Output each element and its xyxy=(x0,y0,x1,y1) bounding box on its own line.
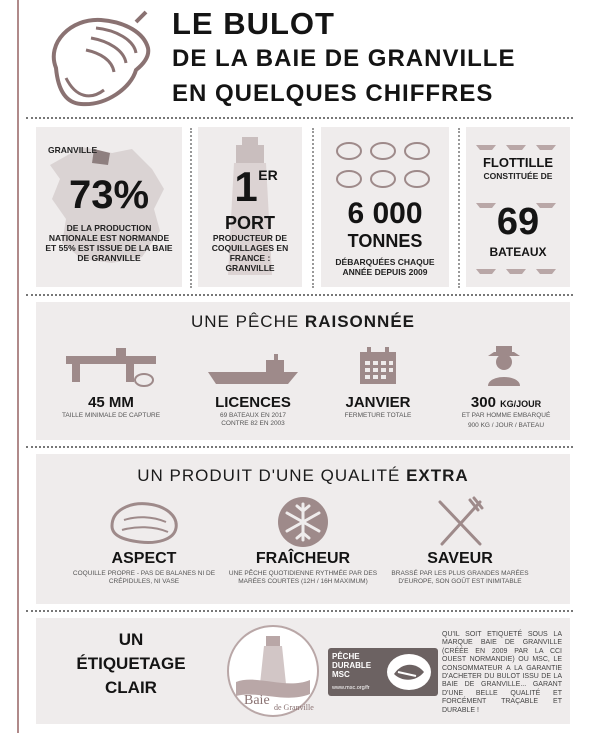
separator xyxy=(26,117,573,119)
etiquetage-line-1: UN xyxy=(118,630,144,649)
peche-caption-1: 69 BATEAUX EN 2017 CONTRE 82 EN 2003 xyxy=(220,412,286,427)
section-title-normal: UN PRODUIT D'UNE QUALITÉ xyxy=(137,466,401,485)
stat-caption: PRODUCTEUR DE COQUILLAGES EN FRANCE : GRANVILLE xyxy=(211,233,289,273)
baie-de-granville-logo xyxy=(226,624,320,718)
whelk-shell-icon xyxy=(36,8,158,112)
msc-line-3: MSC xyxy=(332,670,350,679)
shell-icon xyxy=(108,498,180,546)
peche-value-1: LICENCES xyxy=(215,394,291,411)
peche-caption-2: FERMETURE TOTALE xyxy=(344,412,412,419)
separator xyxy=(190,128,192,288)
separator xyxy=(458,128,460,288)
boat-icon xyxy=(208,354,298,386)
section-title-normal: UNE PÊCHE xyxy=(191,312,300,331)
caliper-icon xyxy=(66,344,156,388)
msc-line-2: DURABLE xyxy=(332,661,372,670)
section-title-bold: RAISONNÉE xyxy=(304,312,415,331)
fisherman-icon xyxy=(484,344,524,386)
stat-card-port xyxy=(198,127,302,287)
peche-value-3-unit: KG/JOUR xyxy=(500,399,542,409)
shells-grid-icon xyxy=(335,139,435,199)
etiquetage-line-2: ÉTIQUETAGE xyxy=(76,654,186,673)
msc-fish-icon xyxy=(386,652,432,692)
stat-value-1: 1 xyxy=(234,163,258,210)
peche-caption-0: TAILLE MINIMALE DE CAPTURE xyxy=(61,412,161,419)
stat-sup: ER xyxy=(258,167,278,183)
peche-caption-3b: 900 KG / JOUR / BATEAU xyxy=(467,422,545,429)
msc-label xyxy=(328,648,438,696)
stat-label2: CONSTITUÉE DE xyxy=(483,171,553,181)
qualite-value-1: FRAÎCHEUR xyxy=(255,550,351,567)
stat-label1: FLOTTILLE xyxy=(482,155,554,170)
stat-unit-bateaux: BATEAUX xyxy=(489,245,547,259)
msc-url: www.msc.org/fr xyxy=(332,685,370,691)
calendar-icon xyxy=(358,346,398,386)
qualite-value-2: SAVEUR xyxy=(427,550,493,567)
separator xyxy=(26,610,573,612)
stat-value-69: 69 xyxy=(496,201,540,243)
qualite-value-0: ASPECT xyxy=(111,550,177,567)
etiquetage-line-3: CLAIR xyxy=(105,678,157,697)
msc-line-1: PÊCHE xyxy=(332,652,360,661)
section-qualite xyxy=(36,454,570,604)
stat-card-flottille xyxy=(466,127,570,287)
left-border-line xyxy=(17,0,19,733)
etiquetage-text: QU'IL SOIT ETIQUETÉ SOUS LA MARQUE BAIE DE GRANVILLE (CRÉÉE EN 2009 PAR LA CCI OUEST NORMANDIE) OU MSC, LE CONSOMMATEUR A LA GARANTIE D'ACHETER DU BULOT ISSU DE LA BAIE DE GRANVILLE... GARANT D'UNE BELLE QUALITÉ ET FORCÉMENT TRAÇABLE ET DURABLE ! xyxy=(442,631,562,714)
stat-unit-tonnes: TONNES xyxy=(347,231,423,251)
title-line-2: DE LA BAIE DE GRANVILLE xyxy=(172,45,516,72)
separator xyxy=(26,446,573,448)
section-title xyxy=(36,466,570,486)
logo-text-baie: Baie xyxy=(244,693,270,708)
peche-value-0: 45 MM xyxy=(88,394,134,411)
stat-caption: DE LA PRODUCTION NATIONALE EST NORMANDE ET 55% EST ISSUE DE LA BAIE DE GRANVILLE xyxy=(45,223,173,263)
qualite-caption-2: BRASSÉ PAR LES PLUS GRANDES MARÉES D'EUROPE, SON GOÛT EST INIMITABLE xyxy=(391,570,529,585)
peche-value-3 xyxy=(456,394,556,411)
peche-value-2: JANVIER xyxy=(345,394,411,411)
separator xyxy=(312,128,314,288)
separator xyxy=(26,294,573,296)
stat-caption: DÉBARQUÉES CHAQUE ANNÉE DEPUIS 2009 xyxy=(335,257,435,277)
qualite-caption-0: COQUILLE PROPRE - PAS DE BALANES NI DE CRÉPIDULES, NI VASE xyxy=(72,570,216,585)
peche-value-3-number: 300 xyxy=(470,394,496,411)
fork-knife-icon xyxy=(434,496,486,548)
peche-caption-3: ET PAR HOMME EMBARQUÉ xyxy=(461,412,551,419)
stat-card-tonnes xyxy=(321,127,449,287)
section-title-bold: EXTRA xyxy=(406,466,469,485)
title-line-1: LE BULOT xyxy=(172,6,335,41)
title-line-3: EN QUELQUES CHIFFRES xyxy=(172,80,494,107)
section-title xyxy=(36,312,570,332)
stat-city: GRANVILLE xyxy=(48,145,98,155)
stat-unit-port: PORT xyxy=(224,213,275,233)
snowflake-icon xyxy=(277,496,329,548)
logo-text-granville: de Granville xyxy=(274,703,314,712)
stat-value-6000: 6 000 xyxy=(347,197,423,230)
stat-card-granville xyxy=(36,127,182,287)
qualite-caption-1: UNE PÊCHE QUOTIDIENNE RYTHMÉE PAR DES MARÉES COURTES (12H / 16H MAXIMUM) xyxy=(228,570,378,585)
msc-text xyxy=(332,652,371,679)
stat-value-73: 73% xyxy=(68,173,150,217)
section-peche xyxy=(36,302,570,440)
